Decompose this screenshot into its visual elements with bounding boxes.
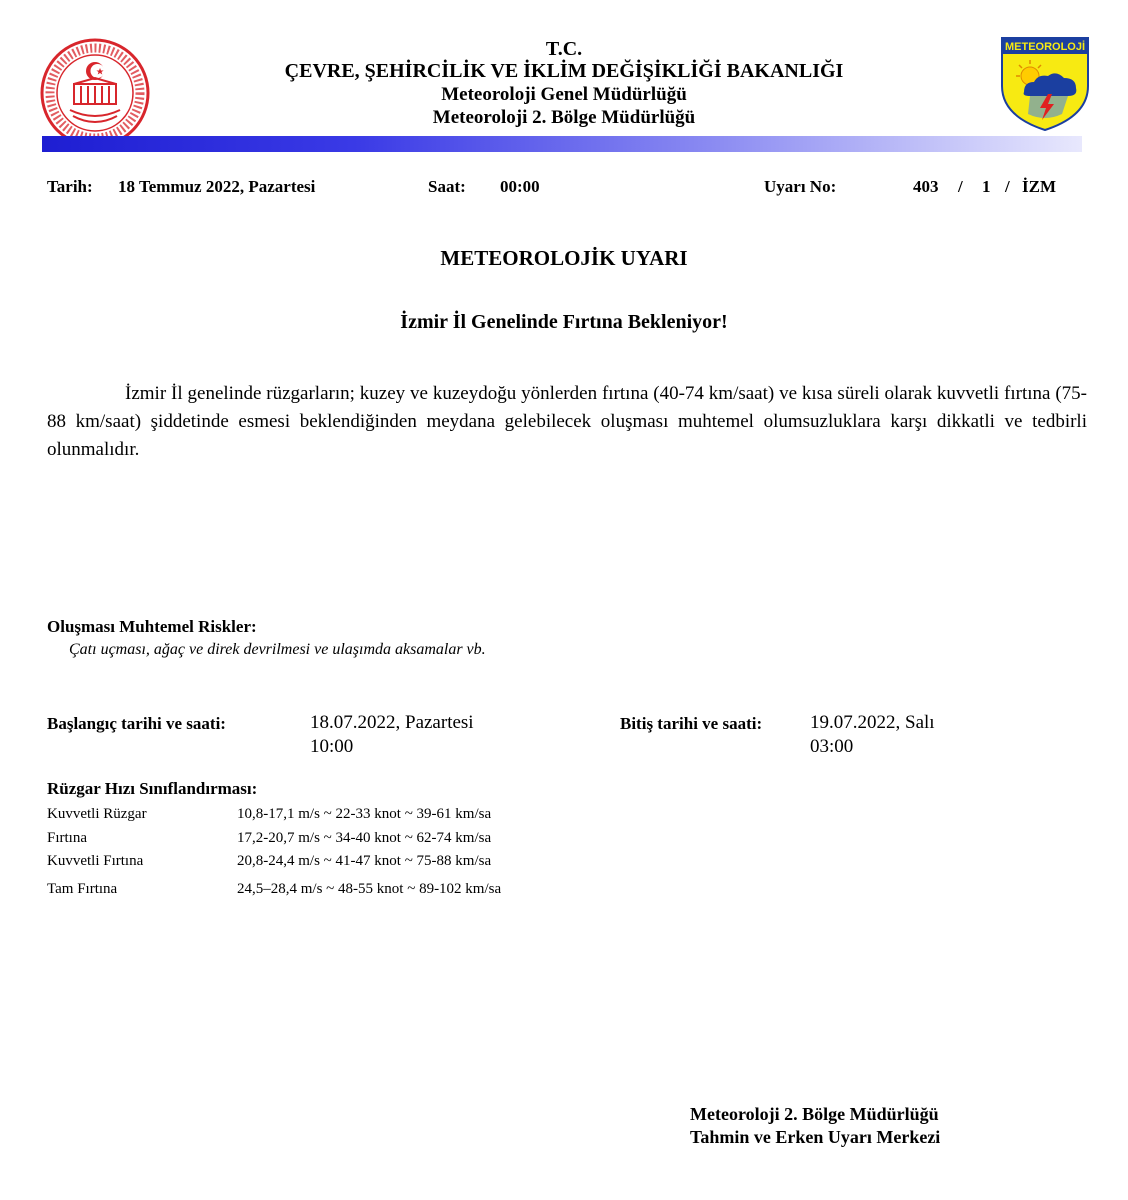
warning-separator: / (958, 177, 963, 196)
wind-class-value: 17,2-20,7 m/s ~ 34-40 knot ~ 62-74 km/sa (237, 830, 492, 846)
wind-class-value: 20,8-24,4 m/s ~ 41-47 knot ~ 75-88 km/sa (237, 853, 492, 869)
meteoroloji-shield-logo (1000, 36, 1090, 132)
signature-line-2: Tahmin ve Erken Uyarı Merkezi (690, 1127, 941, 1147)
end-label: Bitiş tarihi ve saati: (620, 714, 763, 733)
wind-class-name: Tam Fırtına (47, 881, 118, 897)
start-label: Başlangıç tarihi ve saati: (47, 714, 226, 733)
warning-number-label: Uyarı No: (764, 177, 837, 196)
header-regional-directorate: Meteoroloji 2. Bölge Müdürlüğü (432, 107, 696, 128)
signature-line-1: Meteoroloji 2. Bölge Müdürlüğü (690, 1104, 939, 1124)
warning-separator: / (1005, 177, 1010, 196)
wind-class-name: Fırtına (47, 830, 87, 846)
header-gradient-bar (42, 136, 1082, 152)
start-time: 10:00 (310, 736, 354, 757)
end-date: 19.07.2022, Salı (810, 712, 935, 733)
wind-class-name: Kuvvetli Rüzgar (47, 806, 147, 822)
wind-class-value: 10,8-17,1 m/s ~ 22-33 knot ~ 39-61 km/sa (237, 806, 492, 822)
wind-classification-title: Rüzgar Hızı Sınıflandırması: (47, 779, 258, 798)
header-general-directorate: Meteoroloji Genel Müdürlüğü (441, 84, 687, 105)
warning-region: İZM (1022, 177, 1056, 196)
document-title: METEOROLOJİK UYARI (440, 246, 688, 270)
risks-title: Oluşması Muhtemel Riskler: (47, 617, 257, 636)
wind-class-name: Kuvvetli Fırtına (47, 853, 144, 869)
risks-text: Çatı uçması, ağaç ve direk devrilmesi ve ulaşımda aksamalar vb. (69, 641, 486, 658)
logo-text: METEOROLOJİ (1004, 41, 1086, 53)
time-value: 00:00 (500, 177, 540, 196)
start-date: 18.07.2022, Pazartesi (310, 712, 474, 733)
document-headline: İzmir İl Genelinde Fırtına Bekleniyor! (400, 311, 728, 333)
time-label: Saat: (428, 177, 466, 196)
warning-body-text: İzmir İl genelinde rüzgarların; kuzey ve kuzeydoğu yönlerden fırtına (40-74 km/saat) ve kısa süreli olarak kuvvetli fırtına (75-88 km/saat) şiddetinde esmesi beklendiğinden meydana gelebilecek oluşması muhtemel olumsuzluklara karşı dikkatli ve tedbirli olunmalıdır. (47, 383, 1087, 460)
date-label: Tarih: (47, 177, 93, 196)
warning-part: 1 (982, 177, 991, 196)
wind-class-value: 24,5–28,4 m/s ~ 48-55 knot ~ 89-102 km/sa (237, 881, 502, 897)
date-value: 18 Temmuz 2022, Pazartesi (118, 177, 316, 196)
end-time: 03:00 (810, 736, 854, 757)
header-tc: T.C. (545, 38, 583, 60)
warning-number: 403 (913, 177, 939, 196)
header-ministry: ÇEVRE, ŞEHİRCİLİK VE İKLİM DEĞİŞİKLİĞİ BAKANLIĞI (284, 60, 844, 82)
